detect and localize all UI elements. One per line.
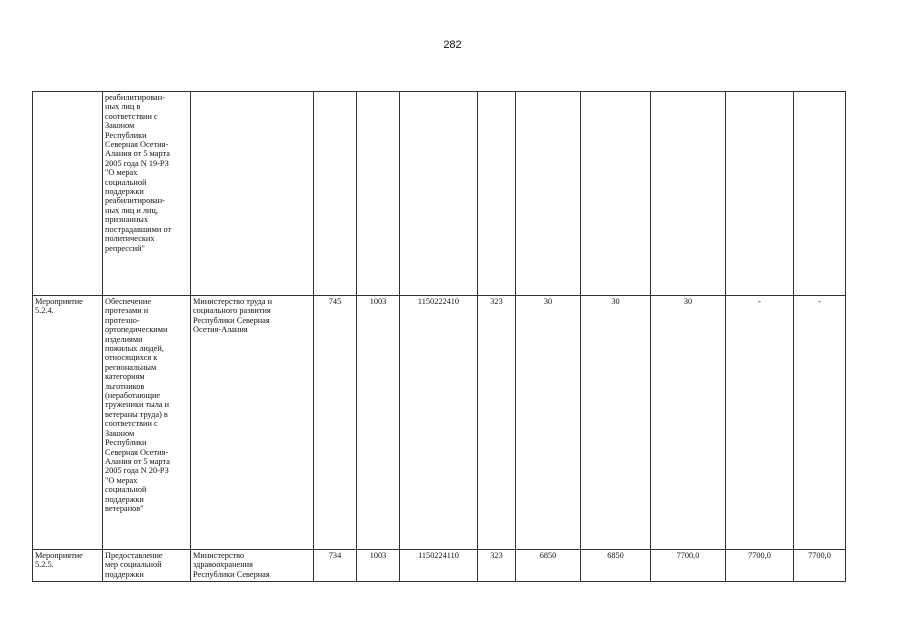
value-2: 30: [581, 296, 651, 550]
page-number: 282: [443, 39, 462, 51]
table-row: [33, 296, 846, 550]
value-3: 7700,0: [651, 550, 726, 582]
executor: [191, 92, 314, 296]
executor: Министерство здравоохранения Республики Северная: [191, 550, 314, 582]
activity-label: Мероприятие 5.2.4.: [33, 296, 103, 550]
csr-code: [400, 92, 478, 296]
grbs-code: 734: [314, 550, 357, 582]
table-row: [33, 550, 846, 582]
value-4: -: [726, 296, 794, 550]
activity-description: Предоставление мер социальной поддержки: [103, 550, 191, 582]
value-3: 30: [651, 296, 726, 550]
executor: Министерство труда и социального развития Республики Северная Осетия-Алания: [191, 296, 314, 550]
value-1: [516, 92, 581, 296]
csr-code: 1150222410: [400, 296, 478, 550]
value-5: [794, 92, 846, 296]
vr-code: [478, 92, 516, 296]
budget-table: [32, 91, 846, 582]
rzpr-code: 1003: [357, 296, 400, 550]
csr-code: 1150224110: [400, 550, 478, 582]
rzpr-code: [357, 92, 400, 296]
activity-label: Мероприятие 5.2.5.: [33, 550, 103, 582]
value-4: [726, 92, 794, 296]
value-1: 30: [516, 296, 581, 550]
value-5: -: [794, 296, 846, 550]
activity-label: [33, 92, 103, 296]
vr-code: 323: [478, 550, 516, 582]
activity-description: Обеспечение протезами и протезно- ортопедическими изделиями пожилых людей, относящихся к региональным категориям льготников (неработающие труженики тыла и ветераны труда) в соответствии с Законом Республики Северная Осетия- Алания от 5 марта 2005 года N 20-РЗ "О мерах социальной поддержки ветеранов": [103, 296, 191, 550]
vr-code: 323: [478, 296, 516, 550]
activity-description: реабилитирован- ных лиц в соответствии с Законом Республики Северная Осетия- Алания от 5 марта 2005 года N 19-РЗ "О мерах социальной поддержки реабилитирован- ных лиц и лиц, признанных пострадавшими от политических репрессий": [103, 92, 191, 296]
grbs-code: [314, 92, 357, 296]
value-5: 7700,0: [794, 550, 846, 582]
value-2: 6850: [581, 550, 651, 582]
value-2: [581, 92, 651, 296]
rzpr-code: 1003: [357, 550, 400, 582]
value-1: 6850: [516, 550, 581, 582]
grbs-code: 745: [314, 296, 357, 550]
table-row: [33, 92, 846, 296]
value-4: 7700,0: [726, 550, 794, 582]
value-3: [651, 92, 726, 296]
